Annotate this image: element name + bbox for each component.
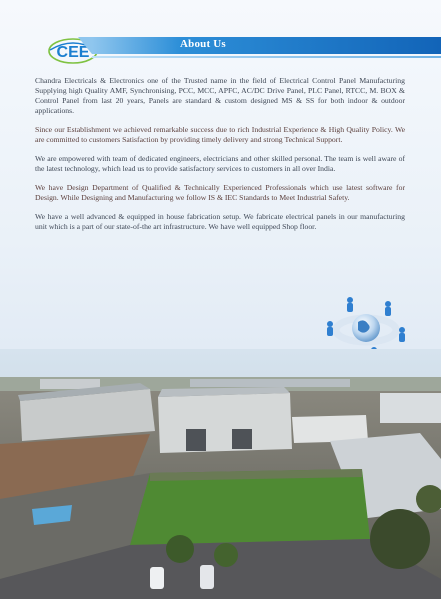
factory-aerial-photo	[0, 349, 441, 599]
page-title: About Us	[180, 38, 226, 50]
paragraph-intro: Chandra Electricals & Electronics one of the Trusted name in the field of Electrical Control Panel Manufacturing Supplying high Quality AMF, Synchronising, PCC, MCC, APFC, AC/DC Drive Panel, PLC Panel, RTCC, M. BOX & Control Panel from last 20 years, Panels are standard & custom designed MS & SS for both indoor & outdoor applications.	[35, 76, 405, 115]
paragraph-establishment: Since our Establishment we achieved remarkable success due to rich Industrial Experience & High Quality Policy. We are committed to customers Satisfaction by providing timely delivery and strong Technical Support.	[35, 125, 405, 144]
logo-text: CEE	[56, 44, 90, 61]
about-content	[35, 76, 405, 241]
paragraph-fabrication: We have a well advanced & equipped in house fabrication setup. We fabricate electrical panels in our manufacturing unit which is a part of our state-of-the art infrastructure. We have well equipped Shop floor.	[35, 212, 405, 231]
paragraph-team: We are empowered with team of dedicated engineers, electricians and other skilled personal. The team is well aware of the latest technology, which lead us to provide satisfactory services to customers in all over India.	[35, 154, 405, 173]
header-banner	[92, 37, 441, 54]
paragraph-design: We have Design Department of Qualified & Technically Experienced Professionals which use latest software for Design. While Designing and Manufacturing we follow IS & IEC Standards to Meet Industrial Safety.	[35, 183, 405, 202]
header-underline	[92, 56, 441, 58]
